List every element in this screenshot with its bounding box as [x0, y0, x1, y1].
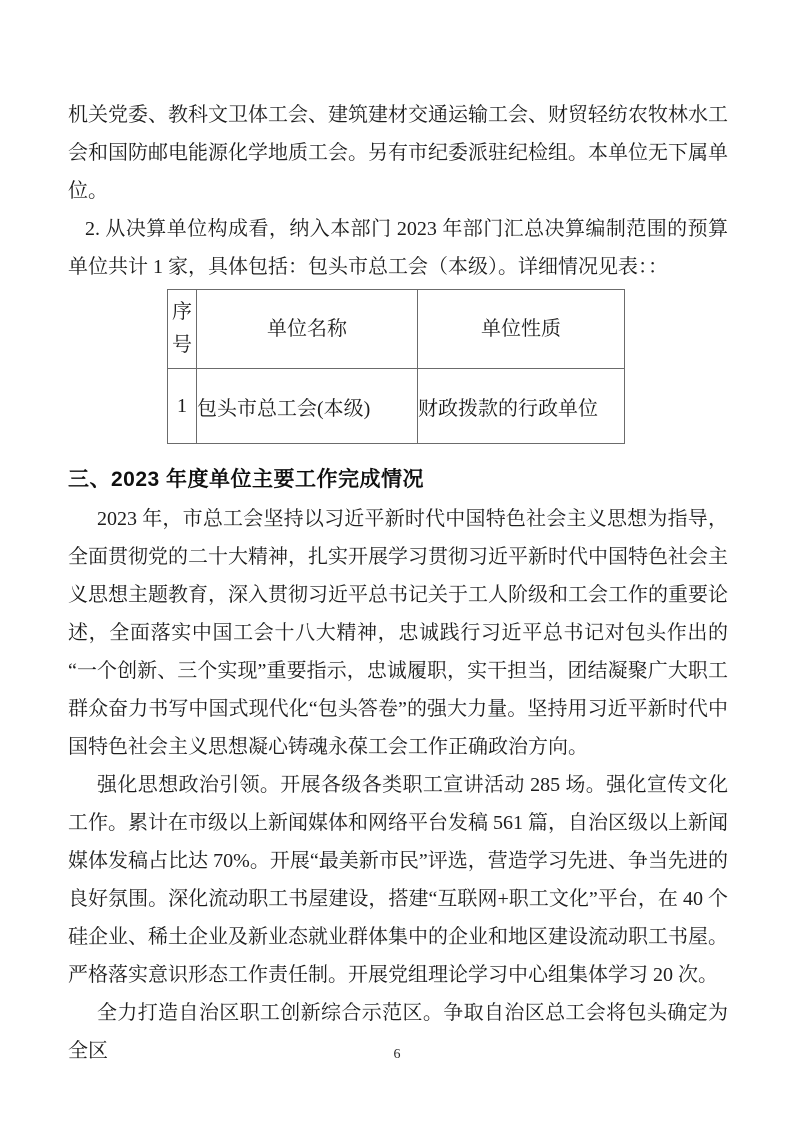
table-cell-unit-nature: 财政拨款的行政单位 [418, 369, 625, 444]
page-number: 6 [393, 1047, 401, 1062]
paragraph-unions-continuation: 机关党委、教科文卫体工会、建筑建材交通运输工会、财贸轻纺农牧林水工会和国防邮电能源化学地质工会。另有市纪委派驻纪检组。本单位无下属单位。 [68, 104, 728, 202]
section-heading-work-completion: 三、2023 年度单位主要工作完成情况 [68, 468, 425, 491]
table-cell-seq: 1 [168, 369, 197, 444]
paragraph-propaganda-culture: 强化思想政治引领。开展各级各类职工宣讲活动 285 场。强化宣传文化工作。累计在市级以上新闻媒体和网络平台发稿 561 篇，自治区级以上新闻媒体发稿占比达 70%。开展“最美新市民”评选，营造学习先进、争当先进的良好氛围。深化流动职工书屋建设，搭建“互联网+职工文化”平台，在 40 个硅企业、稀土企业及新业态就业群体集中的企业和地区建设流动职工书屋。严格落实意识形态工作责任制。开展党组理论学习中心组集体学习 20 次。 [68, 774, 728, 986]
table-row [168, 369, 625, 444]
paragraph-guiding-ideology: 2023 年，市总工会坚持以习近平新时代中国特色社会主义思想为指导，全面贯彻党的二十大精神，扎实开展学习贯彻习近平新时代中国特色社会主义思想主题教育，深入贯彻习近平总书记关于工人阶级和工会工作的重要论述，全面落实中国工会十八大精神，忠诚践行习近平总书记对包头作出的“一个创新、三个实现”重要指示，忠诚履职，实干担当，团结凝聚广大职工群众奋力书写中国式现代化“包头答卷”的强大力量。坚持用习近平新时代中国特色社会主义思想凝心铸魂永葆工会工作正确政治方向。 [68, 508, 728, 758]
table-header-unit-name: 单位名称 [197, 290, 418, 369]
page-content [68, 96, 728, 1070]
table-header-seq: 序号 [168, 290, 197, 369]
table-header-row [168, 290, 625, 369]
paragraph-innovation-zone: 全力打造自治区职工创新综合示范区。争取自治区总工会将包头确定为全区 [68, 1002, 728, 1062]
budget-units-table [167, 289, 625, 444]
paragraph-unit-composition: 2. 从决算单位构成看，纳入本部门 2023 年部门汇总决算编制范围的预算单位共计 1 家，具体包括：包头市总工会（本级）。详细情况见表：： [68, 218, 728, 278]
table-cell-unit-name: 包头市总工会(本级) [197, 369, 418, 444]
table-header-unit-nature: 单位性质 [418, 290, 625, 369]
